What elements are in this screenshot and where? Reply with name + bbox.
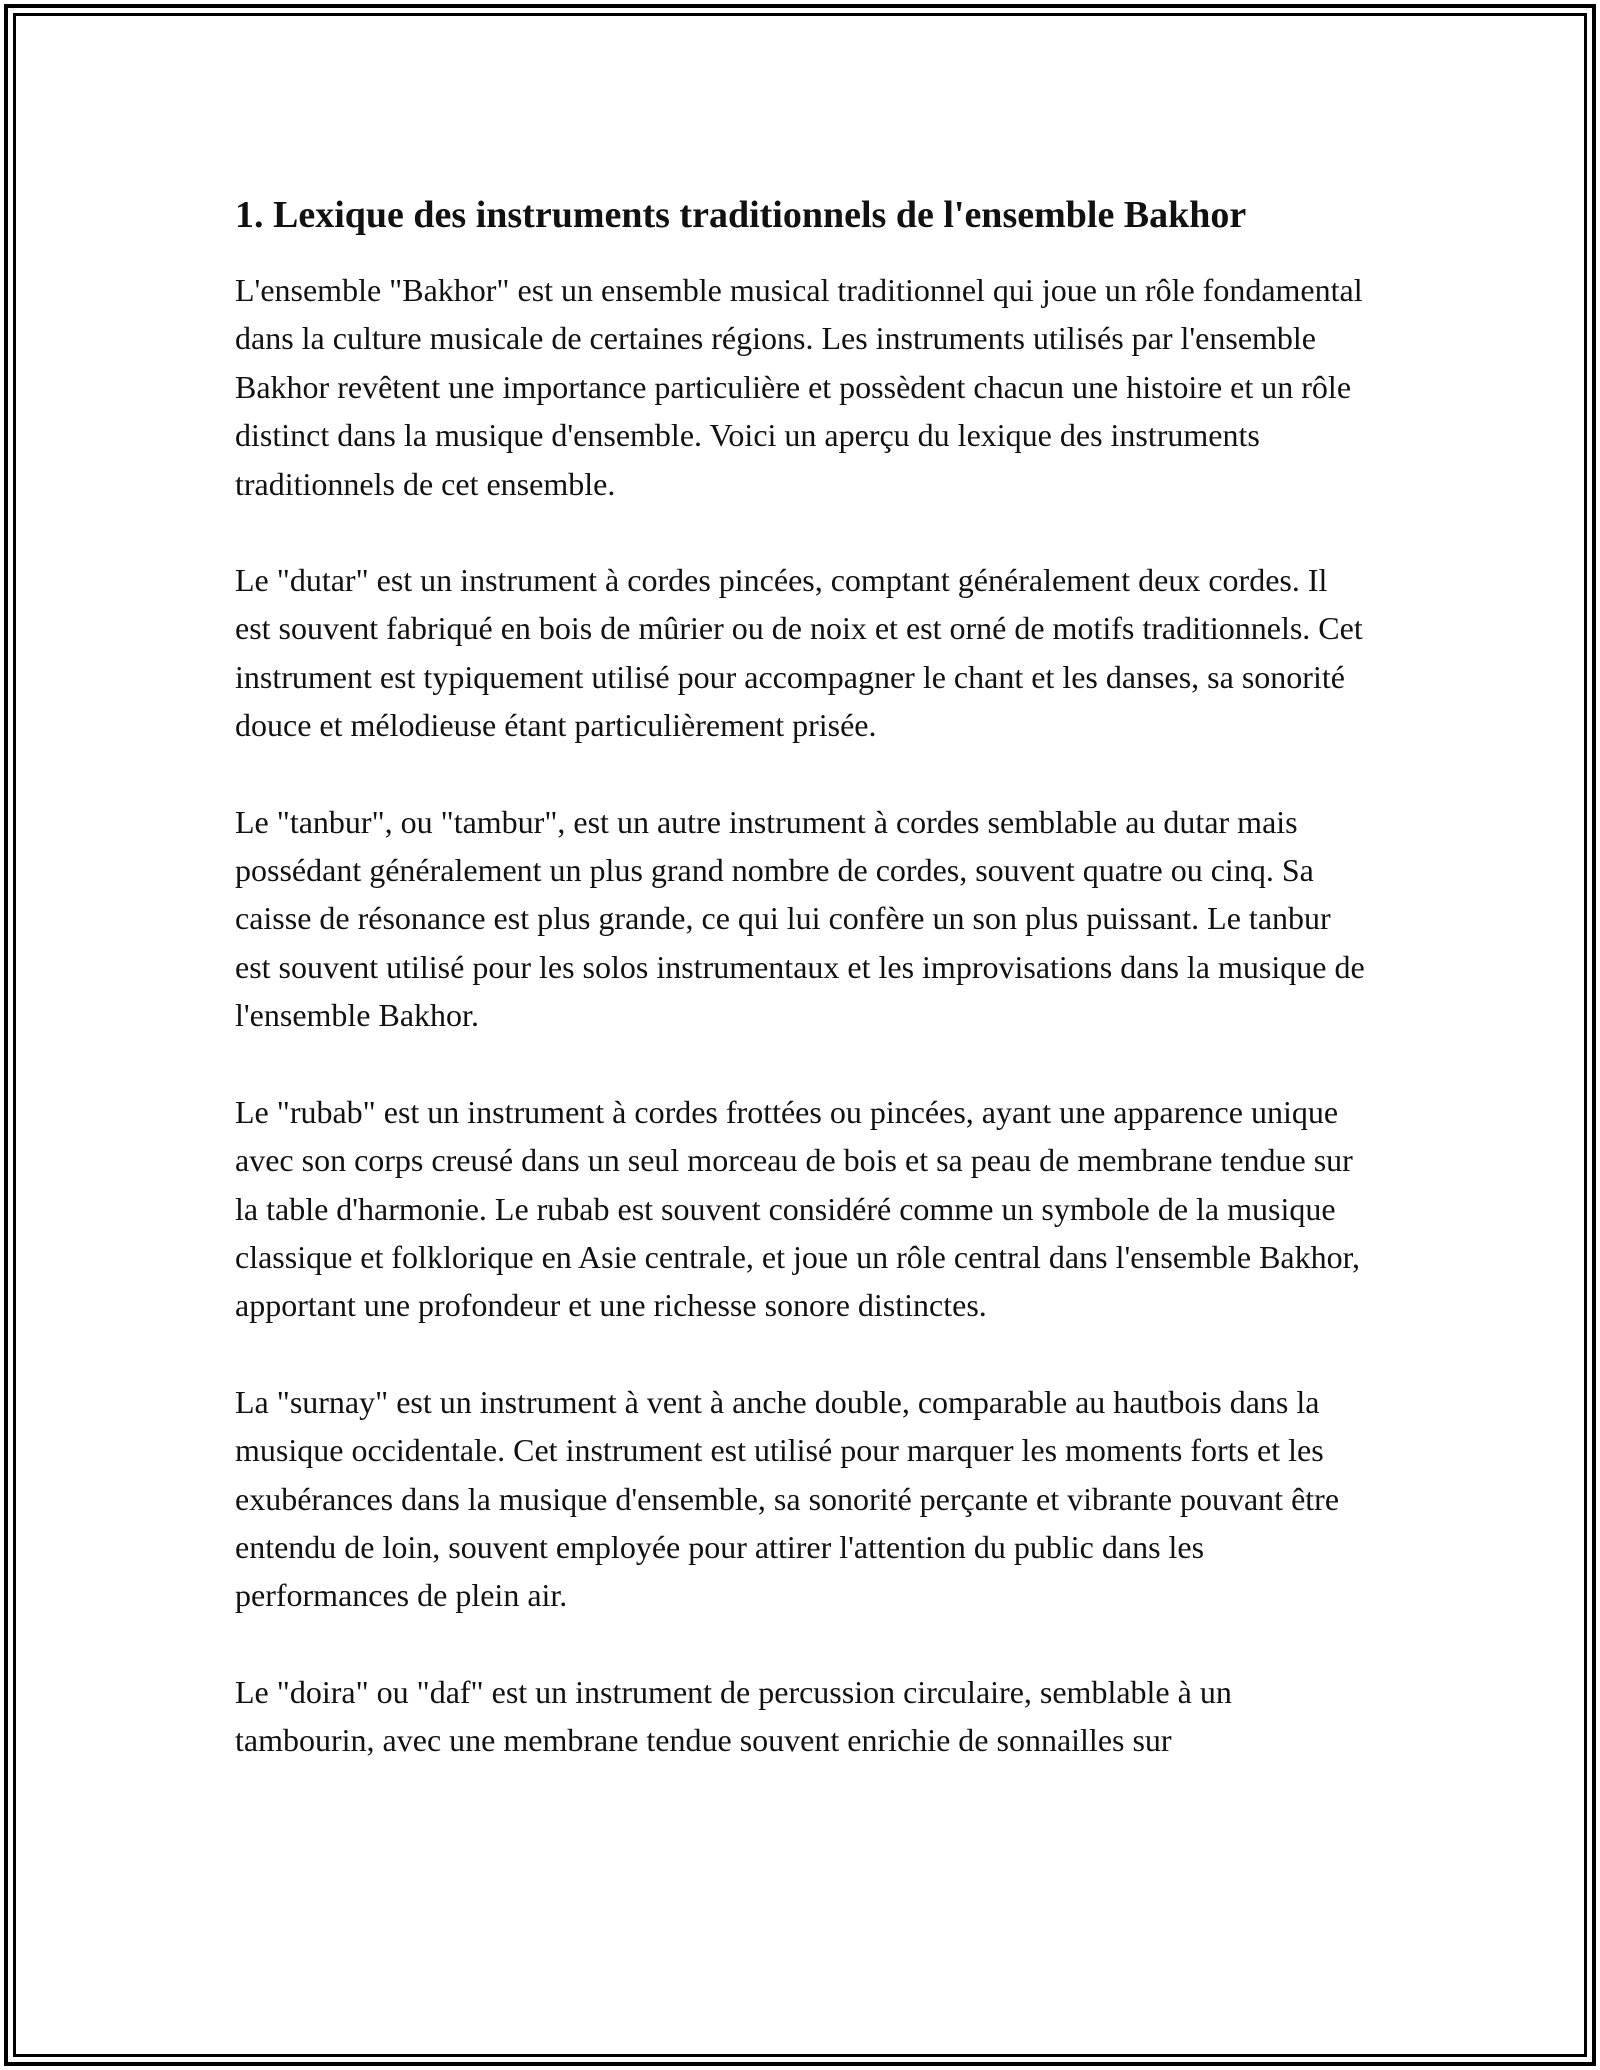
paragraph-rubab: Le "rubab" est un instrument à cordes frottées ou pincées, ayant une apparence unique avec son corps creusé dans un seul morceau de bois et sa peau de membrane tendue sur la table d'harmonie. Le rubab est souvent considéré comme un symbole de la musique classique et folklorique en Asie centrale, et joue un rôle central dans l'ensemble Bakhor, apportant une profondeur et une richesse sonore distinctes. <box>235 1093 1360 1324</box>
paragraph-surnay: La "surnay" est un instrument à vent à anche double, comparable au hautbois dans la musique occidentale. Cet instrument est utilisé pour marquer les moments forts et les exubérances dans la musique d'ensemble, sa sonorité perçante et vibrante pouvant être entendu de loin, souvent employée pour attirer l'attention du public dans les performances de plein air. <box>235 1383 1340 1614</box>
document-body <box>235 190 1370 1813</box>
paragraph-intro: L'ensemble "Bakhor" est un ensemble musical traditionnel qui joue un rôle fondamental dans la culture musicale de certaines régions. Les instruments utilisés par l'ensemble Bakhor revêtent une importance particulière et possèdent chacun une histoire et un rôle distinct dans la musique d'ensemble. Voici un aperçu du lexique des instruments traditionnels de cet ensemble. <box>235 272 1363 502</box>
paragraph-doira: Le "doira" ou "daf" est un instrument de percussion circulaire, semblable à un tambourin, avec une membrane tendue souvent enrichie de sonnailles sur <box>235 1673 1232 1759</box>
section-title: 1. Lexique des instruments traditionnels de l'ensemble Bakhor <box>235 194 1247 236</box>
paragraph-tanbur: Le "tanbur", ou "tambur", est un autre instrument à cordes semblable au dutar mais possédant généralement un plus grand nombre de cordes, souvent quatre ou cinq. Sa caisse de résonance est plus grande, ce qui lui confère un son plus puissant. Le tanbur est souvent utilisé pour les solos instrumentaux et les improvisations dans la musique de l'ensemble Bakhor. <box>235 803 1365 1034</box>
paragraph-dutar: Le "dutar" est un instrument à cordes pincées, comptant généralement deux cordes. Il est souvent fabriqué en bois de mûrier ou de noix et est orné de motifs traditionnels. Cet instrument est typiquement utilisé pour accompagner le chant et les danses, sa sonorité douce et mélodieuse étant particulièrement prisée. <box>235 562 1363 744</box>
